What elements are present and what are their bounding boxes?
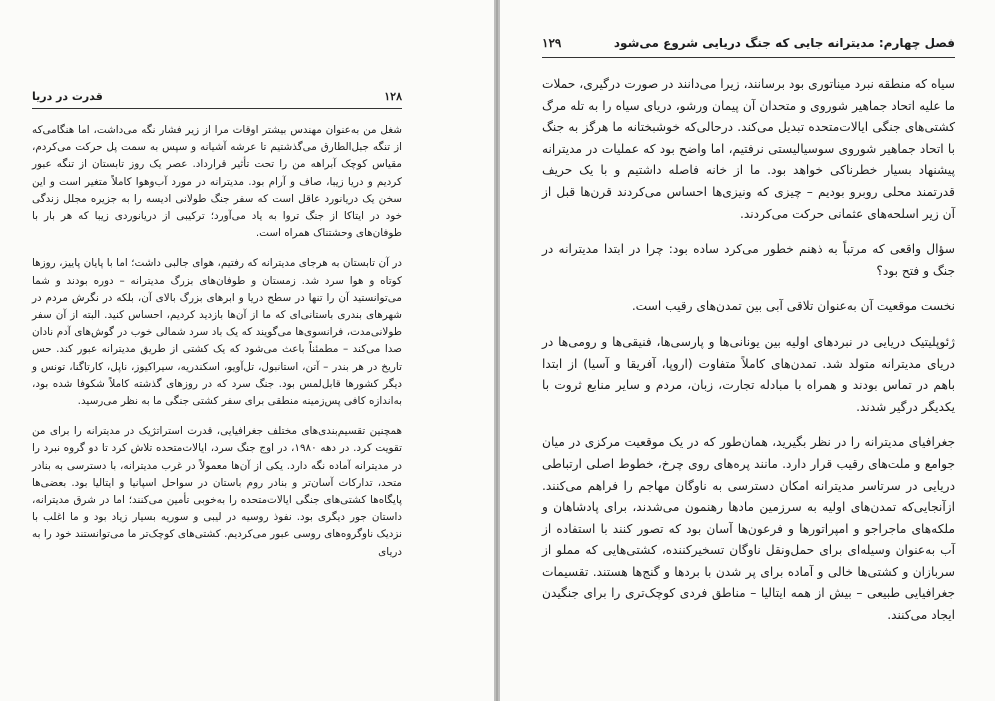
right-paragraph-5: جغرافیای مدیترانه را در نظر بگیرید، همان‌طور که در یک موقعیت مرکزی در میان جوامع و ملت‌های رقیب قرار دارد. مانند پره‌های روی چرخ، خطوط اصلی ارتباطی دریایی در سرتاسر مدیترانه امکان دسترسی به ناوگان مهاجم را فراهم می‌کنند. ازآنجایی‌که تمدن‌های اولیه به سرزمین مادها رهنمون می‌شدند، برای پادشاهان و ملکه‌های ماجراجو و امپراتورها و فرعون‌ها آسان بود که تصور کنند با استفاده از آب به‌عنوان وسیله‌ای برای حمل‌ونقل ناوگان تسخیرکننده، کشتی‌هایی که مملو از سربازان و کشتی‌ها خالی و آماده برای پر شدن با بردها و گنج‌ها هستند. تقسیمات جغرافیایی طبیعی – بیش از همه ایتالیا – مناطق فردی کوچک‌تری را برای جنگیدن ایجاد می‌کنند. <box>542 435 955 623</box>
left-paragraph-3: همچنین تقسیم‌بندی‌های مختلف جغرافیایی، قدرت استراتژیک در مدیترانه را برای من تقویت کرد. در دهه ۱۹۸۰، در اوج جنگ سرد، ایالات‌متحده تلاش کرد تا دو گروه نبرد را در مدیترانه آماده نگه دارد. یکی از آن‌ها معمولاً در غرب مدیترانه، با دسترسی به بنادر متحد، تدارکات آسان‌تر و بنادر روم باستان در سواحل اسپانیا و ایتالیا بود. بعضی‌ها پایگاه‌ها کشتی‌های جنگی ایالات‌متحده را به‌خوبی تأمین می‌کنند؛ اما در شرق مدیترانه، داستان جور دیگری بود. نفوذ روسیه در لیبی و سوریه بسیار زیاد بود و ما اغلب با نزدیک ناوگروه‌های روسی عبور می‌کردیم. کشتی‌های کوچک‌تر ما می‌توانستند خود را به دریای <box>32 425 402 558</box>
left-page-number: ۱۲۸ <box>384 90 402 103</box>
left-page <box>0 0 495 701</box>
right-page-number: ۱۲۹ <box>542 36 562 50</box>
left-running-title: قدرت در دریا <box>32 90 103 103</box>
right-paragraph-2: سؤال واقعی که مرتباً به ذهنم خطور می‌کرد ساده بود: چرا در ابتدا مدیترانه در جنگ و فتح بود؟ <box>542 242 955 278</box>
left-header-rule <box>32 108 402 109</box>
left-paragraph-1: شغل من به‌عنوان مهندس بیشتر اوقات مرا از زیر فشار نگه می‌داشت، اما هنگامی‌که از تنگه جبل‌الطارق می‌گذشتیم تا عرشه آشیانه و سپس به سمت پل حرکت می‌کردم، مقیاس کوچک آبراهه من را تحت تأثیر قرارداد. عصر یک روز تابستان از تنگه عبور کردیم و دریا زیبا، صاف و آرام بود. مدیترانه در مورد آب‌وهوا کاملاً متغیر است و این سخن یک دریانورد عاقل است که سفر جنگ طولانی ادیسه را به جزیره مجلل زندگی خود در ایتاکا از جنگ تروا به یاد می‌آورد؛ ترکیبی از دریانوردی زیبا که هر بار با طوفان‌های وحشتناک همراه است. <box>32 124 402 240</box>
right-page-body <box>542 74 955 641</box>
left-page-header <box>32 90 402 103</box>
right-paragraph-1: سیاه که منطقه نبرد میناتوری بود برسانند، زیرا می‌دانند در صورت درگیری، حملات ما علیه اتحاد جماهیر شوروی و متحدان آن پیمان ورشو، دریای سیاه را به تله مرگ کشتی‌های جنگی ایالات‌متحده تبدیل می‌کند. درحالی‌که خوشبختانه ما هرگز به جنگ با اتحاد جماهیر شوروی سوسیالیستی نرفتیم، اما واضح بود که عملیات در مدیترانه پیشنهاد بسیار خطرناکی خواهد بود. ما از خانه فاصله داشتیم و با یک حریف قدرتمند محلی روبرو بودیم – چیزی که ونیزی‌ها احساس می‌کردند قرن‌ها قبل از آن زیر اسلحه‌های عثمانی حرکت می‌کردند. <box>542 77 955 221</box>
right-header-rule <box>542 57 955 58</box>
left-page-body <box>32 122 402 574</box>
right-paragraph-3: نخست موقعیت آن به‌عنوان تلاقی آبی بین تمدن‌های رقیب است. <box>631 299 955 314</box>
right-paragraph-4: ژئوپلیتیک دریایی در نبردهای اولیه بین یونانی‌ها و پارسی‌ها، فنیقی‌ها و رومی‌ها در دریای مدیترانه متولد شد. تمدن‌های کاملاً متفاوت (اروپا، آفریقا و آسیا) از ابتدا باهم در تماس بودند و همراه با مبادله تجارت، زبان، مردم و سایر منابع ثروت با یکدیگر درگیر شدند. <box>542 334 955 414</box>
right-page-header <box>542 36 955 50</box>
left-paragraph-2: در آن تابستان به هرجای مدیترانه که رفتیم، هوای جالبی داشت؛ اما با پایان پاییز، روزها کوتاه و هوا سرد شد. زمستان و طوفان‌های بزرگ مدیترانه – دوره بودند و شما می‌توانستید آن را تنها در سطح دریا و ابرهای بزرگ بالای آن، بلکه در نگرش مردم در شهرهای بندری باستانی‌ای که ما از آن‌ها بازدید کردیم، احساس کنید. البته از آن سفر طولانی‌مدت، فرانسوی‌ها می‌گویند که یک باد سرد شمالی خوب در گوش‌های آدم نادان صدا می‌کند – مطمئناً باعث می‌شود که یک کشتی از طریق مدیترانه عبور کند. حس تاریخ در هر بندر – آتن، استانبول، تل‌آویو، اسکندریه، سیراکیوز، ناپل، کارتاگنا، تونس و دیگر کشورها قابل‌لمس بود. جنگ سرد که در روزهای گذشته کاملاً شکوفا شده بود، به‌اندازه کافی پس‌زمینه منطقی برای سفر کشتی جنگی ما به نظر می‌رسید. <box>32 257 402 408</box>
right-page <box>499 0 995 701</box>
right-running-title: فصل چهارم: مدیترانه جایی که جنگ دریایی شروع می‌شود <box>613 36 955 50</box>
